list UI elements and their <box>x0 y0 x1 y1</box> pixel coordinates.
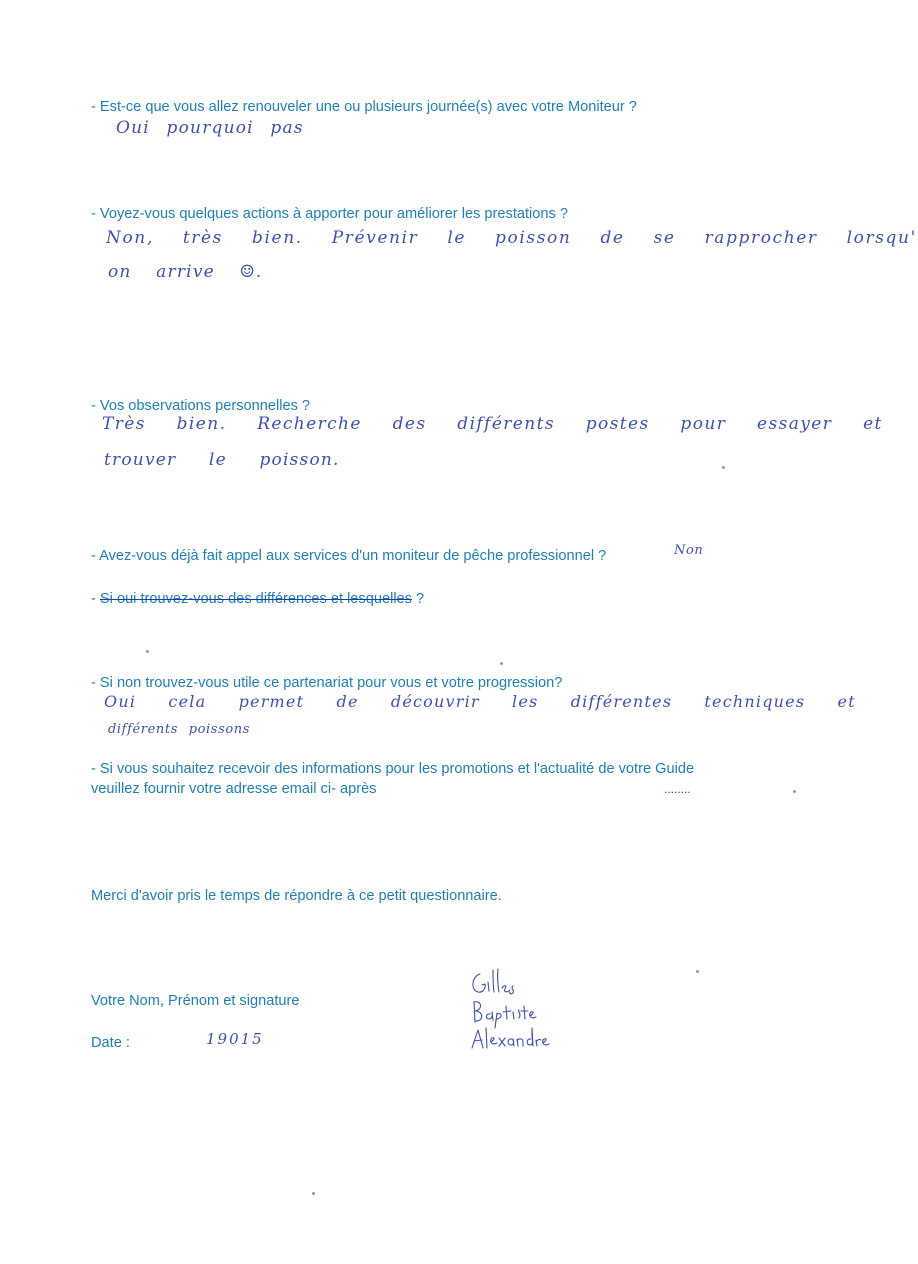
handwritten-signature <box>466 966 576 1056</box>
answer-partnership-line2: différents poissons <box>108 722 251 737</box>
question-renew-day: - Est-ce que vous allez renouveler une ou plusieurs journée(s) avec votre Moniteur ? <box>91 99 637 115</box>
scan-speck <box>500 662 503 665</box>
answer-renew-day: Oui pourquoi pas <box>116 118 304 138</box>
date-value: 19015 <box>206 1030 264 1048</box>
question-partnership-useful: - Si non trouvez-vous utile ce partenariat pour vous et votre progression? <box>91 675 563 691</box>
scan-speck <box>312 1192 315 1195</box>
scan-speck <box>696 970 699 973</box>
date-label: Date : <box>91 1035 130 1051</box>
answer-observations-line2: trouver le poisson. <box>104 450 340 470</box>
question-email-line2: veuillez fournir votre adresse email ci- après <box>91 781 377 797</box>
scan-speck <box>722 466 725 469</box>
answer-partnership-line1: Oui cela permet de découvrir les différentes techniques et <box>104 692 856 711</box>
answer-previous-monitor: Non <box>674 543 704 558</box>
email-blank-dots: ........ <box>664 782 691 796</box>
question-personal-observations: - Vos observations personnelles ? <box>91 398 311 414</box>
question-previous-monitor: - Avez-vous déjà fait appel aux services d'un moniteur de pêche professionnel ? <box>91 548 607 564</box>
question-differences <box>91 589 424 609</box>
scan-speck <box>793 790 796 793</box>
question-differences-prefix: - <box>91 591 100 607</box>
question-differences-suffix: ? <box>411 591 425 607</box>
scan-speck <box>146 650 149 653</box>
question-improvements: - Voyez-vous quelques actions à apporter pour améliorer les prestations ? <box>91 206 568 222</box>
answer-observations-line1: Très bien. Recherche des différents postes pour essayer et <box>102 414 883 434</box>
bleed-through-text <box>88 146 92 161</box>
name-signature-label: Votre Nom, Prénom et signature <box>91 993 300 1009</box>
question-email-line1: - Si vous souhaitez recevoir des informations pour les promotions et l'actualité de votre Guide <box>91 761 695 777</box>
question-differences-struck: Si oui trouvez-vous des différences et lesquelles <box>99 591 412 607</box>
answer-improvements-line1: Non, très bien. Prévenir le poisson de se rapprocher lorsqu' <box>106 228 917 248</box>
answer-improvements-line2: on arrive ☺. <box>108 262 263 282</box>
thank-you-text: Merci d'avoir pris le temps de répondre à ce petit questionnaire. <box>91 888 502 904</box>
